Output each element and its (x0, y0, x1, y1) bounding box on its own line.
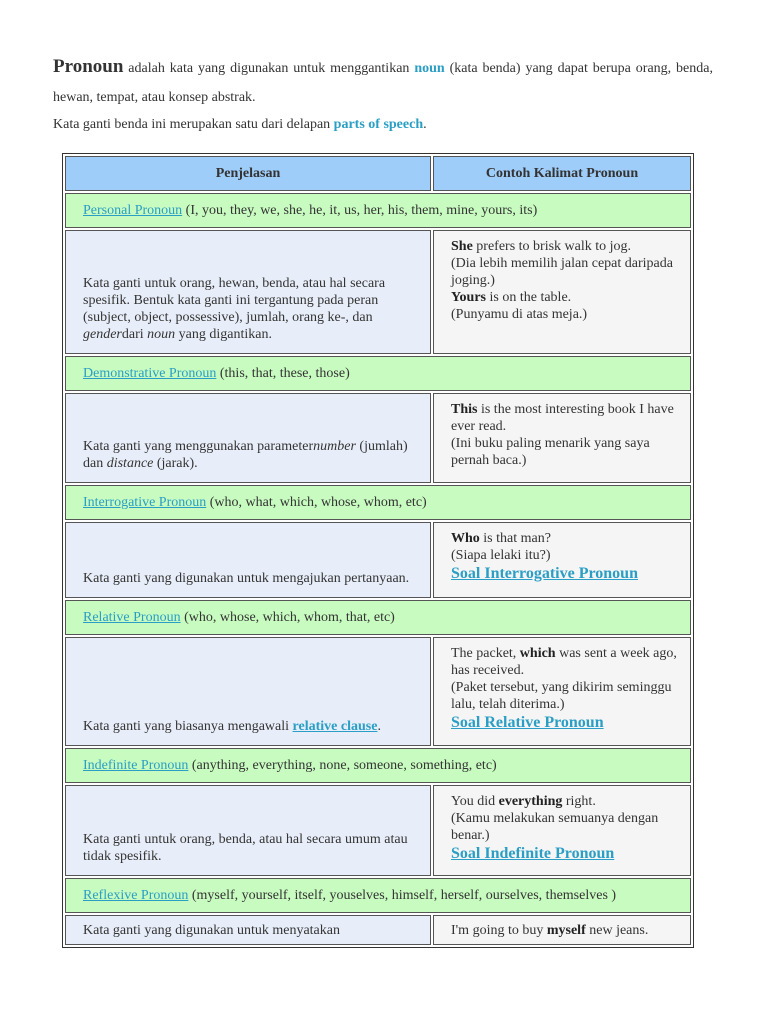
category-row-indefinite (65, 748, 691, 783)
intro-paragraph (53, 52, 713, 112)
header-penjelasan: Penjelasan (65, 156, 431, 191)
example-keyword: which (519, 646, 556, 661)
example-translation: (Paket tersebut, yang dikirim seminggu lalu, telah diterima.) (451, 680, 672, 712)
category-cell (65, 878, 691, 913)
indefinite-pronoun-link[interactable]: Indefinite Pronoun (83, 758, 189, 773)
example-translation: (Ini buku paling menarik yang saya pernah baca.) (451, 436, 650, 468)
example-cell (433, 522, 691, 598)
example-sentence (451, 289, 682, 306)
desc-text: (jumlah) dan (83, 439, 408, 471)
pronoun-table (62, 153, 694, 948)
soal-relative-link[interactable]: Soal Relative Pronoun (451, 714, 604, 731)
category-examples: (anything, everything, none, someone, something, etc) (188, 758, 497, 773)
example-cell (433, 637, 691, 746)
category-row-relative (65, 600, 691, 635)
example-cell (433, 785, 691, 876)
table-row-interrogative (65, 522, 691, 598)
desc-text: dari (121, 327, 148, 342)
parts-of-speech-link[interactable]: parts of speech (333, 117, 424, 132)
example-keyword: everything (498, 794, 563, 809)
example-text: right. (562, 794, 596, 809)
table-row-relative (65, 637, 691, 746)
table-row-reflexive (65, 915, 691, 945)
reflexive-pronoun-link[interactable]: Reflexive Pronoun (83, 888, 189, 903)
example-sentence (451, 401, 682, 435)
example-keyword: She (451, 239, 473, 254)
category-examples: (who, whose, which, whom, that, etc) (180, 610, 395, 625)
description-cell (65, 393, 431, 483)
desc-text: Kata ganti untuk orang, hewan, benda, atau hal secara spesifik. Bentuk kata ganti ini tergantung pada peran (subject, object, possessive), jumlah, orang ke-, dan (83, 276, 386, 325)
category-row-demonstrative (65, 356, 691, 391)
description-cell (65, 230, 431, 354)
example-text: The packet, (451, 646, 520, 661)
example-cell (433, 915, 691, 945)
example-text: prefers to brisk walk to jog. (472, 239, 632, 254)
example-translation: (Dia lebih memilih jalan cepat daripada joging.) (451, 256, 673, 288)
description-cell: Kata ganti yang digunakan untuk mengajukan pertanyaan. (65, 522, 431, 598)
example-text: is the most interesting book I have ever read. (451, 402, 674, 434)
intro-line2 (53, 115, 713, 135)
category-cell (65, 356, 691, 391)
personal-pronoun-link[interactable]: Personal Pronoun (83, 203, 183, 218)
table-row-demonstrative (65, 393, 691, 483)
example-sentence (451, 793, 682, 810)
category-row-interrogative (65, 485, 691, 520)
desc-text: Kata ganti yang menggunakan parameter (83, 439, 314, 454)
example-sentence (451, 530, 682, 547)
desc-text: yang digantikan. (175, 327, 272, 342)
example-keyword: myself (546, 922, 586, 938)
category-cell (65, 193, 691, 228)
intro-line2-text: Kata ganti benda ini merupakan satu dari delapan (53, 117, 334, 132)
category-cell (65, 485, 691, 520)
category-examples: (I, you, they, we, she, he, it, us, her, his, them, mine, yours, its) (182, 203, 538, 218)
example-cell (433, 393, 691, 483)
desc-text: Kata ganti yang biasanya mengawali (83, 719, 293, 734)
intro-line2-end: . (423, 117, 427, 132)
category-examples: (this, that, these, those) (216, 366, 350, 381)
demonstrative-pronoun-link[interactable]: Demonstrative Pronoun (83, 366, 217, 381)
interrogative-pronoun-link[interactable]: Interrogative Pronoun (83, 495, 207, 510)
example-keyword: Who (451, 531, 480, 546)
example-sentence (451, 238, 682, 255)
intro-text: adalah kata yang digunakan untuk menggantikan (123, 61, 415, 76)
table-row-personal (65, 230, 691, 354)
relative-clause-link[interactable]: relative clause (292, 719, 378, 734)
table-header-row (65, 156, 691, 191)
example-text: I'm going to buy (451, 922, 547, 938)
example-text: You did (451, 794, 499, 809)
pronoun-term: Pronoun (53, 56, 124, 77)
desc-text: . (377, 719, 381, 734)
desc-text: (jarak). (153, 456, 198, 471)
table-row-indefinite (65, 785, 691, 876)
category-examples: (who, what, which, whose, whom, etc) (206, 495, 427, 510)
example-text: was sent a week ago, has received. (451, 646, 677, 678)
category-examples: (myself, yourself, itself, youselves, himself, herself, ourselves, themselves ) (188, 888, 617, 903)
soal-indefinite-link[interactable]: Soal Indefinite Pronoun (451, 845, 615, 862)
desc-italic: number (313, 439, 356, 454)
category-row-personal (65, 193, 691, 228)
example-text: new jeans. (585, 922, 649, 938)
example-keyword: Yours (451, 290, 487, 305)
example-translation: (Siapa lelaki itu?) (451, 548, 551, 563)
description-cell (65, 637, 431, 746)
example-cell (433, 230, 691, 354)
desc-italic: distance (106, 456, 154, 471)
header-contoh: Contoh Kalimat Pronoun (433, 156, 691, 191)
intro-section (53, 52, 713, 135)
soal-interrogative-link[interactable]: Soal Interrogative Pronoun (451, 565, 638, 582)
example-translation: (Kamu melakukan semuanya dengan benar.) (451, 811, 659, 843)
noun-link[interactable]: noun (414, 61, 445, 76)
example-translation: (Punyamu di atas meja.) (451, 307, 588, 322)
example-sentence (451, 922, 682, 939)
description-cell: Kata ganti yang digunakan untuk menyatakan (65, 915, 431, 945)
category-cell (65, 600, 691, 635)
desc-italic: gender (83, 327, 122, 342)
example-text: is on the table. (486, 290, 572, 305)
relative-pronoun-link[interactable]: Relative Pronoun (83, 610, 181, 625)
example-keyword: This (451, 402, 478, 417)
intro-text-cont: (kata benda) yang dapat berupa orang, benda, hewan, tempat, atau konsep abstrak. (53, 61, 713, 105)
desc-italic: noun (147, 327, 176, 342)
category-cell (65, 748, 691, 783)
example-text: is that man? (479, 531, 551, 546)
description-cell: Kata ganti untuk orang, benda, atau hal secara umum atau tidak spesifik. (65, 785, 431, 876)
category-row-reflexive (65, 878, 691, 913)
example-sentence (451, 645, 682, 679)
